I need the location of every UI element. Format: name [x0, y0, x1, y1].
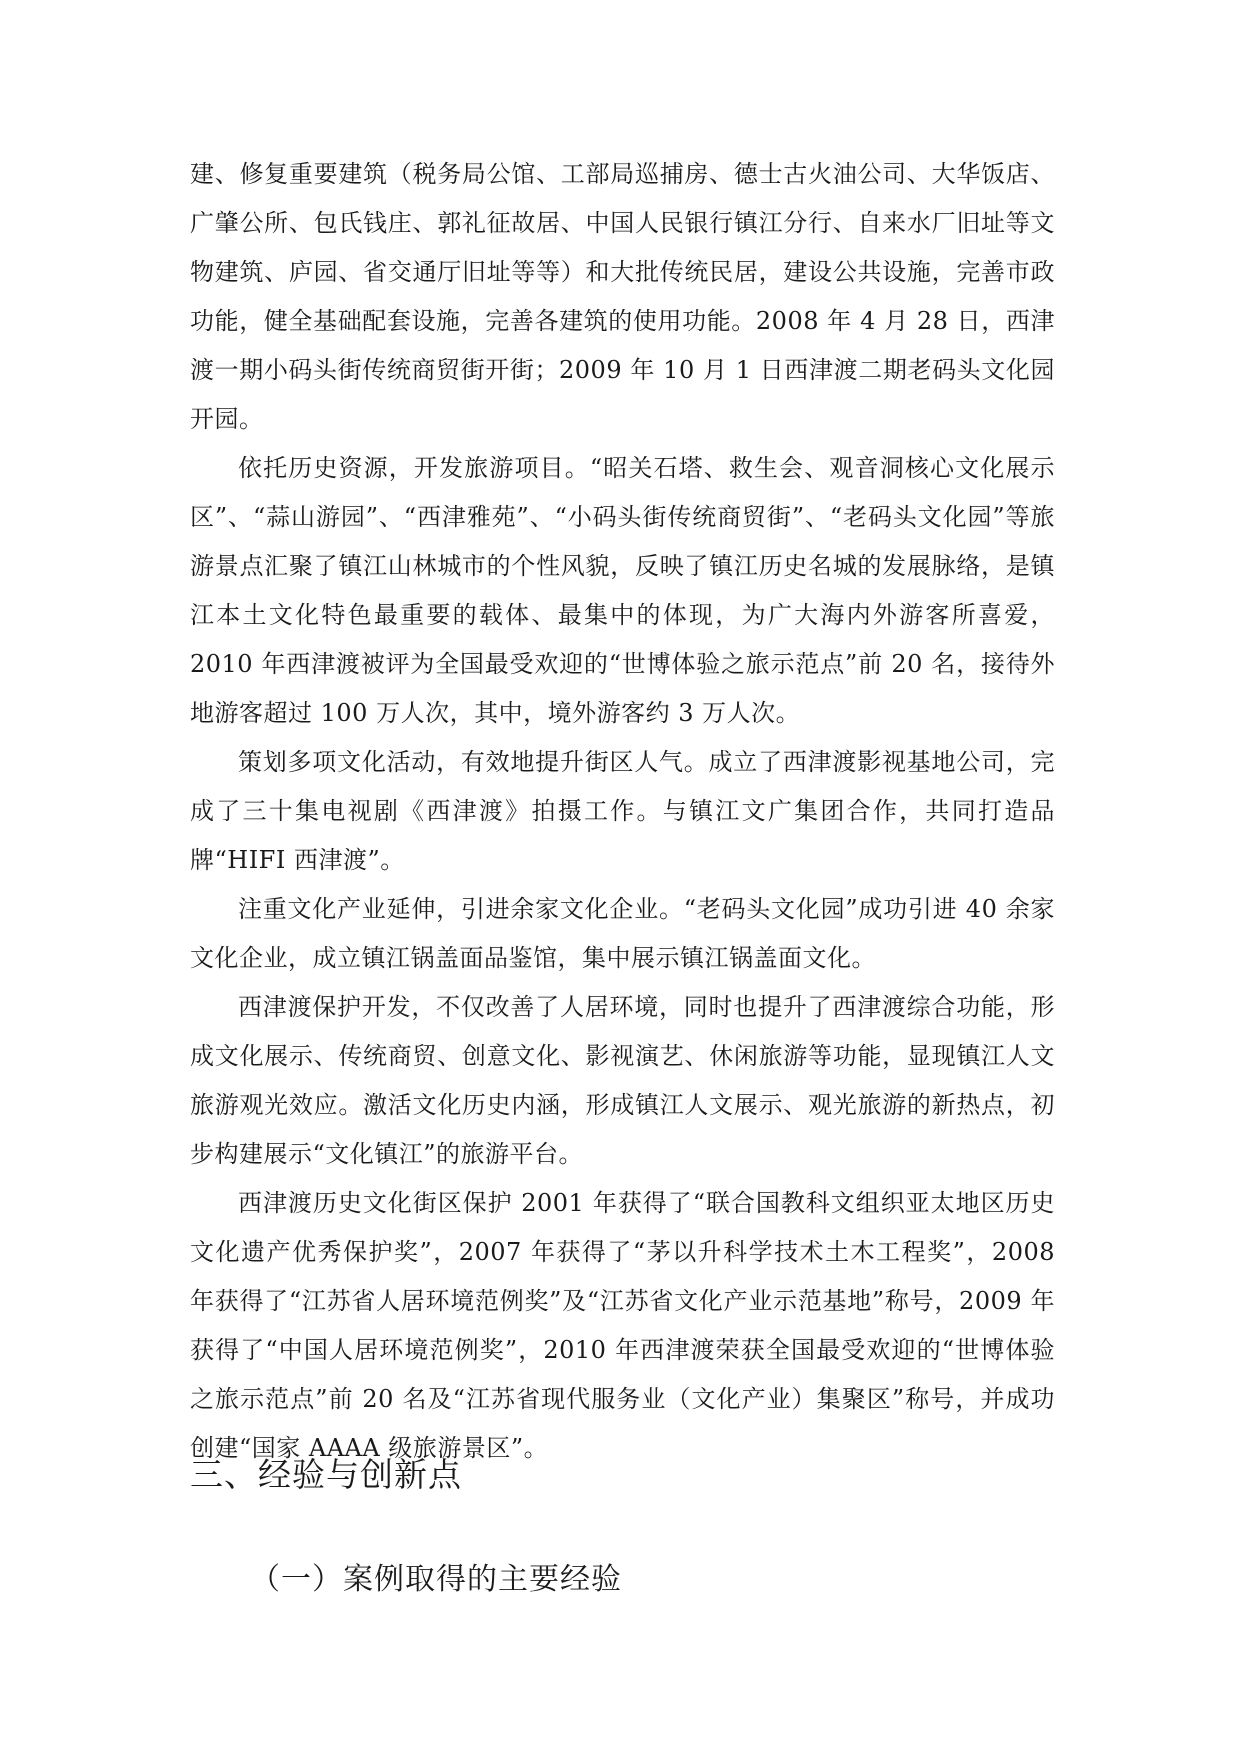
- subsection-heading: （一）案例取得的主要经验: [250, 1562, 622, 1597]
- document-body: [190, 150, 1055, 1473]
- paragraph: 西津渡历史文化街区保护 2001 年获得了“联合国教科文组织亚太地区历史文化遗产优秀保护奖”，2007 年获得了“茅以升科学技术土木工程奖”，2008 年获得了“江苏省人居环境范例奖”及“江苏省文化产业示范基地”称号，2009 年获得了“中国人居环境范例奖”，2010 年西津渡荣获全国最受欢迎的“世博体验之旅示范点”前 20 名及“江苏省现代服务业（文化产业）集聚区”称号，并成功创建“国家 AAAA 级旅游景区”。: [190, 1189, 1055, 1462]
- paragraph: 注重文化产业延伸，引进余家文化企业。“老码头文化园”成功引进 40 余家文化企业，成立镇江锅盖面品鉴馆，集中展示镇江锅盖面文化。: [190, 895, 1055, 972]
- paragraph: 西津渡保护开发，不仅改善了人居环境，同时也提升了西津渡综合功能，形成文化展示、传统商贸、创意文化、影视演艺、休闲旅游等功能，显现镇江人文旅游观光效应。激活文化历史内涵，形成镇江人文展示、观光旅游的新热点，初步构建展示“文化镇江”的旅游平台。: [190, 993, 1055, 1168]
- section-heading: 三、经验与创新点: [190, 1455, 462, 1494]
- paragraph: 依托历史资源，开发旅游项目。“昭关石塔、救生会、观音洞核心文化展示区”、“蒜山游园”、“西津雅苑”、“小码头街传统商贸街”、“老码头文化园”等旅游景点汇聚了镇江山林城市的个性风貌，反映了镇江历史名城的发展脉络，是镇江本土文化特色最重要的载体、最集中的体现，为广大海内外游客所喜爱，2010 年西津渡被评为全国最受欢迎的“世博体验之旅示范点”前 20 名，接待外地游客超过 100 万人次，其中，境外游客约 3 万人次。: [190, 454, 1055, 727]
- paragraph: 策划多项文化活动，有效地提升街区人气。成立了西津渡影视基地公司，完成了三十集电视剧《西津渡》拍摄工作。与镇江文广集团合作，共同打造品牌“HIFI 西津渡”。: [190, 748, 1055, 874]
- paragraph: 建、修复重要建筑（税务局公馆、工部局巡捕房、德士古火油公司、大华饭店、广肇公所、包氏钱庄、郭礼征故居、中国人民银行镇江分行、自来水厂旧址等文物建筑、庐园、省交通厅旧址等等）和大批传统民居，建设公共设施，完善市政功能，健全基础配套设施，完善各建筑的使用功能。2008 年 4 月 28 日，西津渡一期小码头街传统商贸街开街；2009 年 10 月 1 日西津渡二期老码头文化园开园。: [190, 160, 1055, 433]
